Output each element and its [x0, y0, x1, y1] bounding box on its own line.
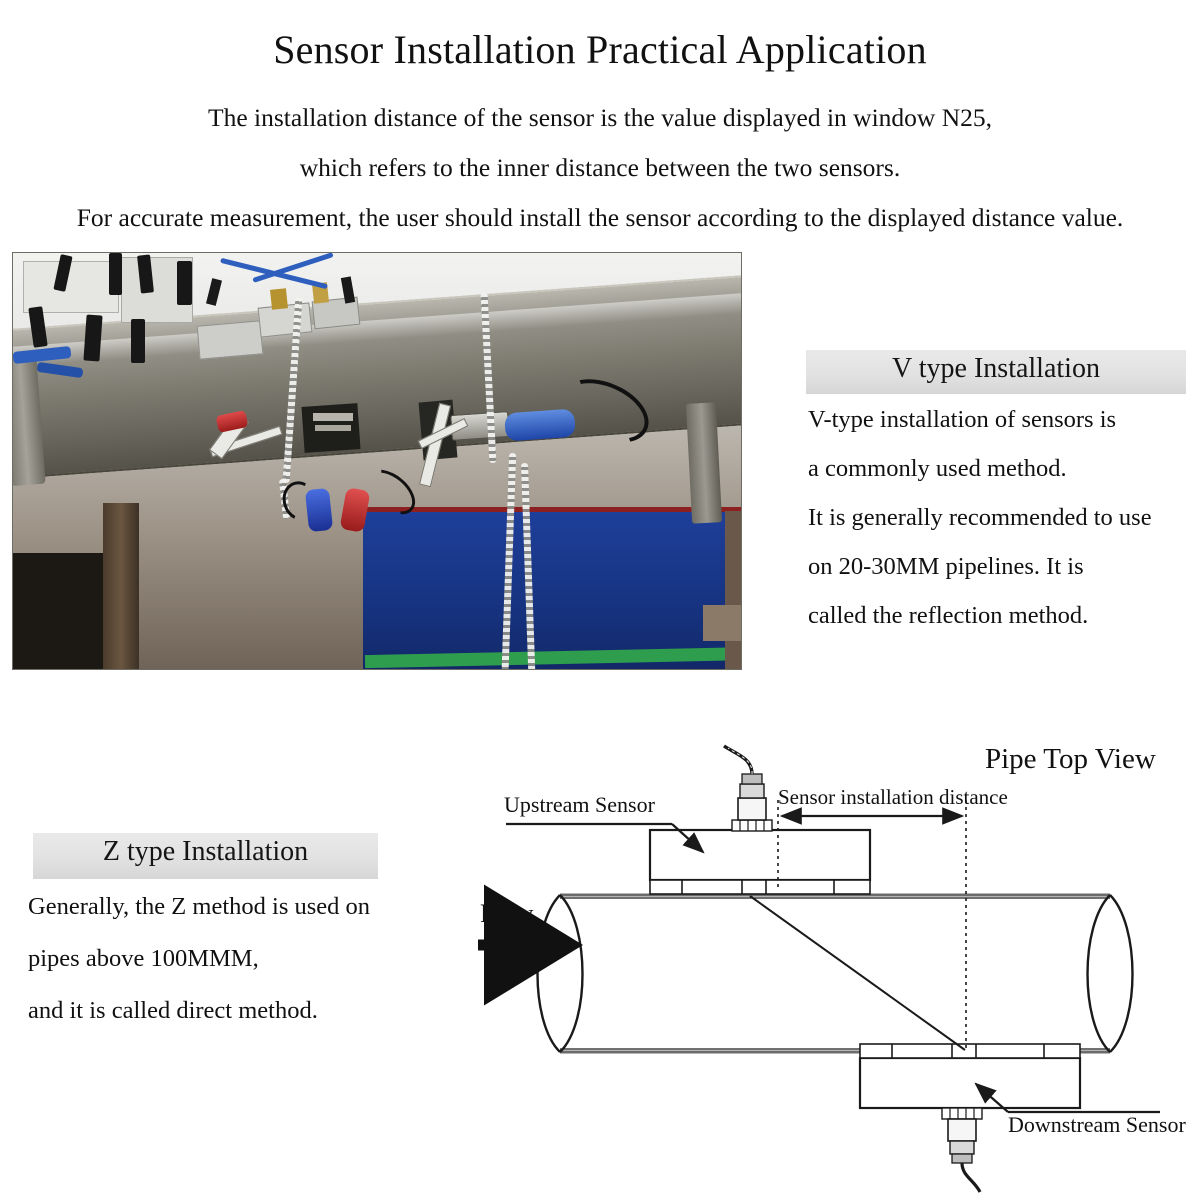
v-type-line-4: on 20-30MM pipelines. It is: [808, 553, 1084, 580]
z-type-line-1: Generally, the Z method is used on: [28, 893, 371, 920]
z-type-panel: [28, 833, 473, 1053]
intro-line-1: The installation distance of the sensor is the value displayed in window N25,: [208, 103, 992, 132]
page-title: Sensor Installation Practical Application: [273, 27, 927, 72]
v-type-panel: [806, 350, 1200, 650]
z-type-line-2: pipes above 100MMM,: [28, 945, 259, 972]
v-type-line-5: called the reflection method.: [808, 602, 1089, 629]
z-type-banner: Z type Installation: [33, 833, 378, 879]
upstream-sensor-label: Upstream Sensor: [504, 792, 655, 817]
page-header: [0, 0, 1200, 245]
v-type-banner: V type Installation: [806, 350, 1186, 394]
intro-line-3: For accurate measurement, the user should install the sensor according to the displayed distance value.: [76, 203, 1124, 232]
pipe-top-view-diagram: [460, 740, 1200, 1200]
sensor-installation-distance-label: Sensor installation distance: [778, 785, 1008, 809]
pipe-top-view-label: Pipe Top View: [985, 743, 1156, 775]
v-type-line-2: a commonly used method.: [808, 455, 1067, 482]
v-type-line-1: V-type installation of sensors is: [808, 406, 1117, 433]
flow-label: Flow: [480, 899, 534, 928]
z-type-line-3: and it is called direct method.: [28, 997, 318, 1024]
v-type-line-3: It is generally recommended to use: [808, 504, 1152, 531]
downstream-sensor-label: Downstream Sensor: [1008, 1112, 1186, 1137]
intro-line-2: which refers to the inner distance between the two sensors.: [299, 153, 901, 182]
installation-photo: [12, 252, 742, 670]
